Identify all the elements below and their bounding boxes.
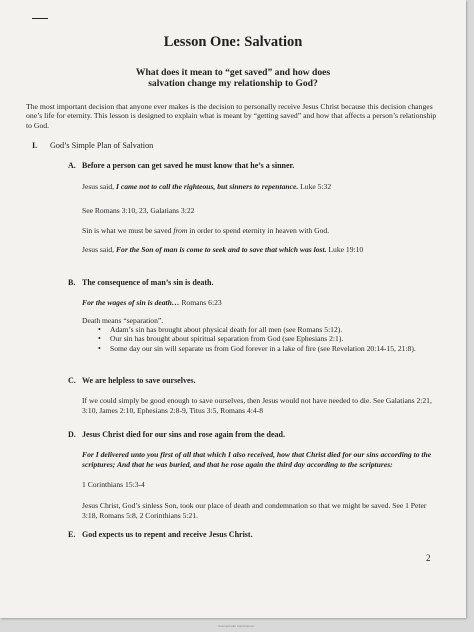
- section-number: I.: [32, 141, 38, 150]
- bullet-icon: •: [98, 343, 101, 353]
- subheading-letter: E.: [68, 530, 76, 539]
- corinthians-verse: [82, 450, 436, 469]
- sin-statement: [82, 226, 436, 236]
- sin-from: from: [173, 226, 188, 235]
- section-heading: [32, 141, 153, 150]
- list-item: [96, 325, 436, 334]
- quote-prefix: Jesus said,: [82, 182, 116, 191]
- corinthians-reference: 1 Corinthians 15:3-4: [82, 480, 145, 489]
- romans-6-23-verse: [82, 298, 436, 308]
- death-bullet-list: [96, 325, 436, 353]
- quote-reference: Luke 5:32: [298, 182, 332, 191]
- subheading-text: God expects us to repent and receive Jesus Christ.: [82, 530, 253, 539]
- luke-5-32-quote: [82, 182, 436, 192]
- list-item: [96, 344, 436, 353]
- helpless-paragraph: If we could simply be good enough to save ourselves, then Jesus would not have needed to die. See Galatians 2:21, 3:10, James 2:10, Ephesians 2:8-9, Titus 3:5, Romans 4:4-8: [82, 396, 432, 415]
- quote-text: For the Son of man is come to seek and to save that which was lost.: [115, 245, 327, 254]
- bullet-text: Some day our sin will separate us from God forever in a lake of fire (see Revelation 20:14-15, 21:8).: [110, 343, 416, 353]
- sinless-son-paragraph: Jesus Christ, God’s sinless Son, took our place of death and condemnation so that we might be saved. See 1 Peter 3:18, Romans 5:8, 2 Corinthians 5:21.: [82, 501, 427, 520]
- subheading-b: [68, 278, 214, 287]
- quote-prefix: Jesus said,: [82, 245, 116, 254]
- subtitle-line-2: salvation change my relationship to God?: [148, 78, 318, 89]
- section-label: God’s Simple Plan of Salvation: [50, 141, 154, 150]
- subheading-text: The consequence of man’s sin is death.: [82, 278, 214, 287]
- verse-text: For the wages of sin is death…: [82, 298, 180, 307]
- subheading-letter: C.: [68, 376, 76, 385]
- sin-pre: Sin is what we must be saved: [82, 226, 174, 235]
- subheading-c: [68, 376, 196, 385]
- subheading-text: We are helpless to save ourselves.: [82, 376, 196, 385]
- quote-text: I came not to call the righteous, but sinners to repentance.: [115, 182, 299, 191]
- verse-text: For I delivered unto you first of all that which I also received, how that Christ died for our sins according to the scriptures; And that he was buried, and that he rose again the third day according to the scriptures:: [82, 450, 432, 469]
- bullet-text: Adam’s sin has brought about physical death for all men (see Romans 5:12).: [110, 325, 343, 334]
- subheading-e: [68, 530, 253, 539]
- page-number: 2: [426, 553, 431, 563]
- death-means: Death means “separation”.: [82, 316, 164, 325]
- quote-reference: Luke 19:10: [326, 245, 364, 254]
- subheading-a: [68, 161, 294, 170]
- page-title: Lesson One: Salvation: [163, 34, 303, 50]
- bullet-icon: •: [98, 334, 101, 344]
- see-references-a: See Romans 3:10, 23, Galatians 3:22: [82, 206, 195, 215]
- subheading-text: Before a person can get saved he must know that he’s a sinner.: [82, 161, 295, 170]
- sin-post: in order to spend eternity in heaven with God.: [187, 226, 330, 235]
- corner-mark: [32, 18, 48, 19]
- verse-reference: Romans 6:23: [179, 298, 222, 307]
- list-item: [96, 334, 436, 343]
- subtitle-line-1: What does it mean to “get saved” and how does: [135, 67, 331, 78]
- bullet-text: Our sin has brought about spiritual separation from God (see Ephesians 2:1).: [110, 334, 344, 344]
- subheading-d: [68, 430, 285, 439]
- subheading-letter: D.: [68, 430, 76, 439]
- scanner-watermark: Scanned with CamScanner: [218, 624, 255, 628]
- luke-19-10-quote: [82, 245, 436, 255]
- subheading-letter: B.: [68, 278, 76, 287]
- subheading-letter: A.: [68, 161, 76, 170]
- bullet-icon: •: [98, 325, 101, 334]
- subheading-text: Jesus Christ died for our sins and rose again from the dead.: [82, 430, 285, 439]
- subtitle: [100, 67, 366, 89]
- intro-paragraph: The most important decision that anyone ever makes is the decision to personally receive Jesus Christ because this decision changes one’s life for eternity. This lesson is designed to explain what is meant by “getting saved” and how that affects a person’s relationship to God.: [26, 102, 437, 130]
